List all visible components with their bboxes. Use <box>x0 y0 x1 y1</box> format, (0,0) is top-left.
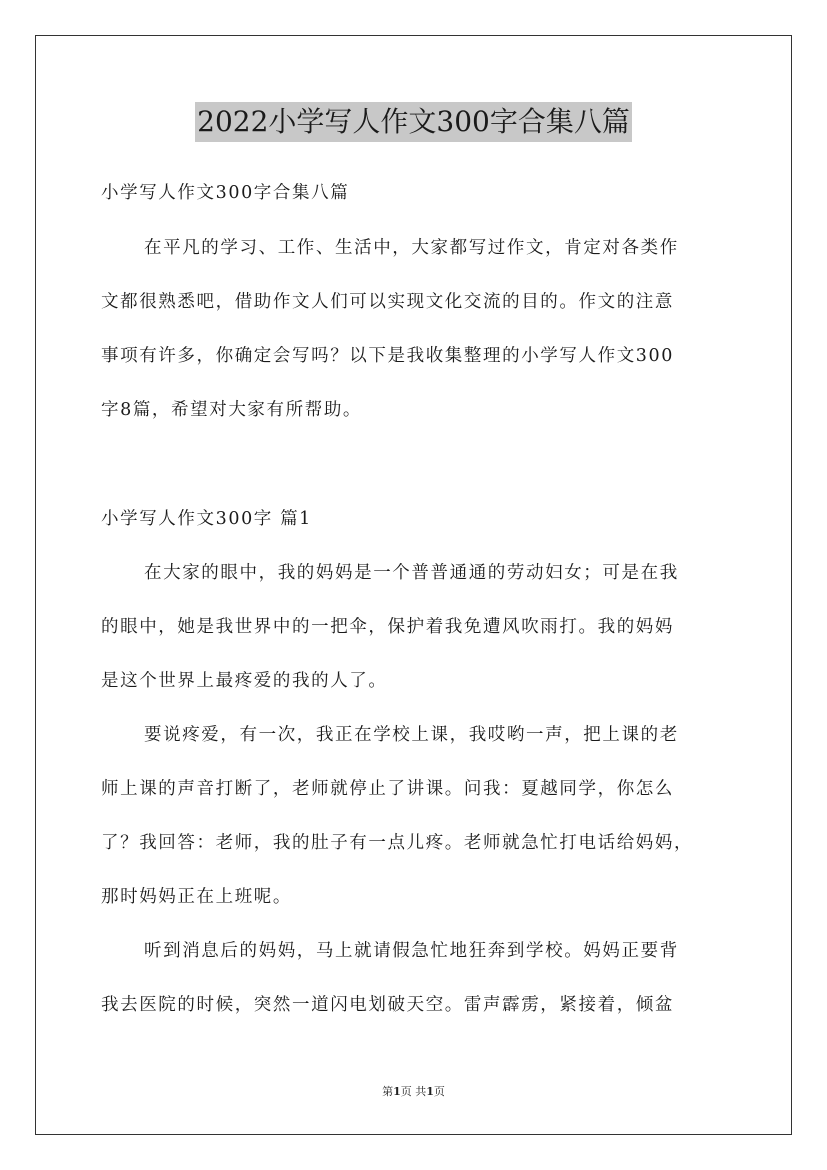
body-line-9: 我去医院的时候，突然一道闪电划破天空。雷声霹雳，紧接着，倾盆 <box>101 995 674 1015</box>
intro-line-3: 事项有许多，你确定会写吗？以下是我收集整理的小学写人作文300 <box>101 346 674 366</box>
body-line-7: 那时妈妈正在上班呢。 <box>101 887 292 907</box>
body-line-4: 要说疼爱，有一次，我正在学校上课，我哎哟一声，把上课的老 <box>144 725 679 745</box>
footer-total-pages: 1 <box>426 1085 434 1098</box>
body-line-3: 是这个世界上最疼爱的我的人了。 <box>101 671 388 691</box>
page-footer <box>0 1085 827 1099</box>
footer-suffix: 页 <box>433 1085 445 1098</box>
intro-line-2: 文都很熟悉吧，借助作文人们可以实现文化交流的目的。作文的注意 <box>101 292 674 312</box>
body-line-2: 的眼中，她是我世界中的一把伞，保护着我免遭风吹雨打。我的妈妈 <box>101 617 674 637</box>
document-title <box>0 101 827 142</box>
body-line-6: 了？我回答：老师，我的肚子有一点儿疼。老师就急忙打电话给妈妈， <box>101 833 694 853</box>
document-subtitle: 小学写人作文300字合集八篇 <box>101 183 350 203</box>
footer-prefix: 第 <box>382 1085 394 1098</box>
document-title-text: 2022小学写人作文300字合集八篇 <box>195 102 632 142</box>
body-line-8: 听到消息后的妈妈，马上就请假急忙地狂奔到学校。妈妈正要背 <box>144 941 679 961</box>
footer-current-page: 1 <box>393 1085 401 1098</box>
footer-mid: 页 共 <box>400 1085 427 1098</box>
body-line-5: 师上课的声音打断了，老师就停止了讲课。问我：夏越同学，你怎么 <box>101 779 674 799</box>
intro-line-4: 字8篇，希望对大家有所帮助。 <box>101 400 363 420</box>
intro-line-1: 在平凡的学习、工作、生活中，大家都写过作文，肯定对各类作 <box>144 238 679 258</box>
section-heading: 小学写人作文300字 篇1 <box>101 509 312 529</box>
body-line-1: 在大家的眼中，我的妈妈是一个普普通通的劳动妇女；可是在我 <box>144 563 679 583</box>
